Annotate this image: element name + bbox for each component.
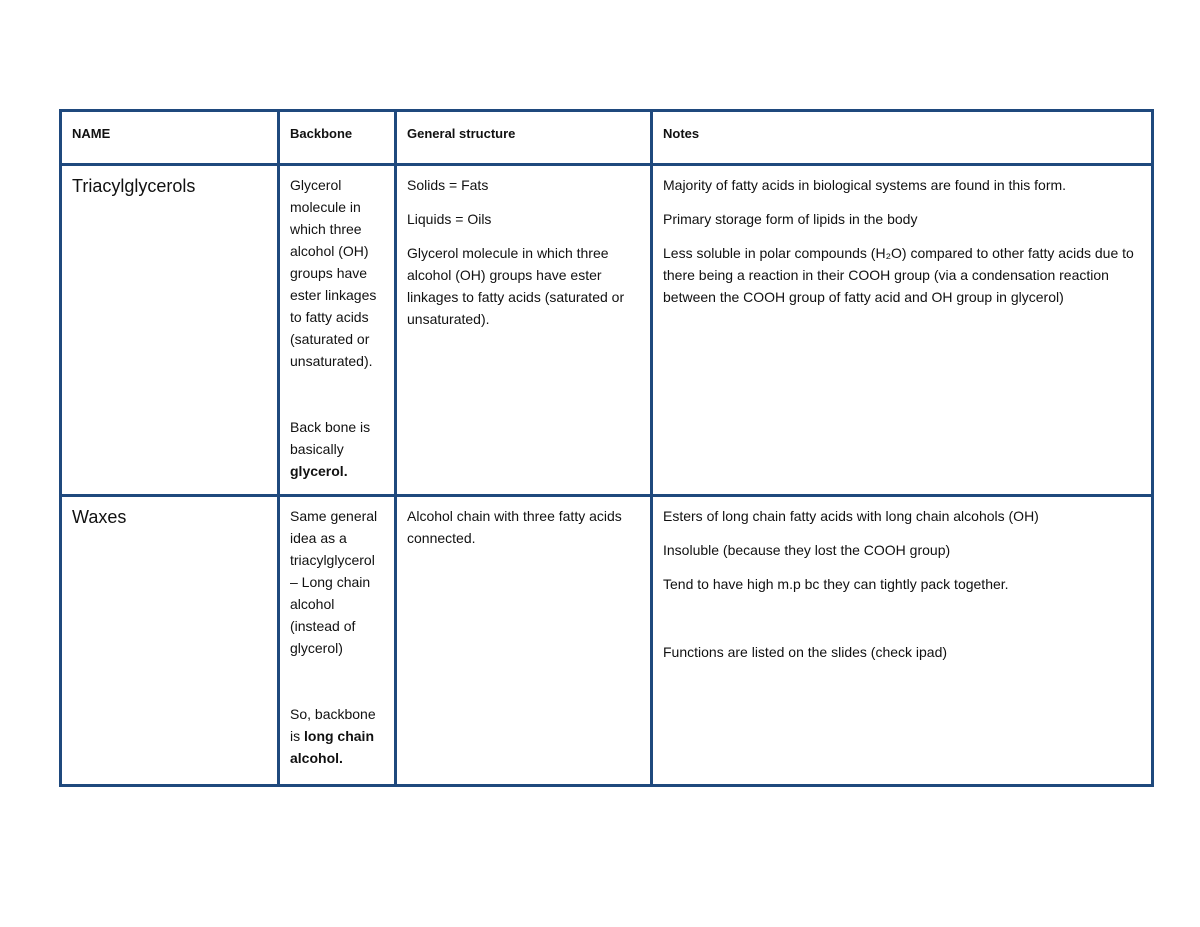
table-header-row	[61, 111, 1153, 165]
header-notes: Notes	[652, 111, 1153, 165]
header-name: NAME	[61, 111, 279, 165]
cell-name: Triacylglycerols	[61, 165, 279, 496]
lipids-table	[59, 109, 1154, 787]
note-line: Tend to have high m.p bc they can tightly pack together.	[663, 576, 1009, 592]
backbone-summary	[290, 703, 386, 769]
cell-general-structure	[396, 496, 652, 786]
header-general-structure: General structure	[396, 111, 652, 165]
backbone-summary-prefix: Back bone is basically	[290, 419, 371, 457]
backbone-summary-bold: glycerol.	[290, 463, 348, 479]
backbone-text: Same general idea as a triacylglycerol – Long chain alcohol (instead of glycerol)	[290, 508, 378, 656]
structure-line: Liquids = Oils	[407, 211, 492, 227]
backbone-text: Glycerol molecule in which three alcohol (OH) groups have ester linkages to fatty acids (saturated or unsaturated).	[290, 177, 377, 369]
cell-name: Waxes	[61, 496, 279, 786]
table-row	[61, 496, 1153, 786]
note-line: Primary storage form of lipids in the body	[663, 211, 918, 227]
cell-general-structure	[396, 165, 652, 496]
backbone-summary	[290, 416, 386, 482]
backbone-summary-bold: long chain alcohol.	[290, 728, 374, 766]
backbone-summary-prefix: So, backbone is	[290, 706, 376, 744]
structure-line: Alcohol chain with three fatty acids connected.	[407, 508, 622, 546]
cell-backbone	[279, 496, 396, 786]
note-line: Functions are listed on the slides (check ipad)	[663, 644, 948, 660]
note-line: Insoluble (because they lost the COOH group)	[663, 542, 951, 558]
cell-notes	[652, 165, 1153, 496]
structure-line: Solids = Fats	[407, 177, 489, 193]
table-row	[61, 165, 1153, 496]
structure-line: Glycerol molecule in which three alcohol (OH) groups have ester linkages to fatty acids (saturated or unsaturated).	[407, 245, 625, 327]
note-line: Majority of fatty acids in biological systems are found in this form.	[663, 177, 1067, 193]
cell-notes	[652, 496, 1153, 786]
cell-backbone	[279, 165, 396, 496]
note-line: Less soluble in polar compounds (H₂O) compared to other fatty acids due to there being a reaction in their COOH group (via a condensation reaction between the COOH group of fatty acid and OH group in glycerol)	[663, 245, 1134, 305]
note-line: Esters of long chain fatty acids with long chain alcohols (OH)	[663, 508, 1039, 524]
header-backbone: Backbone	[279, 111, 396, 165]
